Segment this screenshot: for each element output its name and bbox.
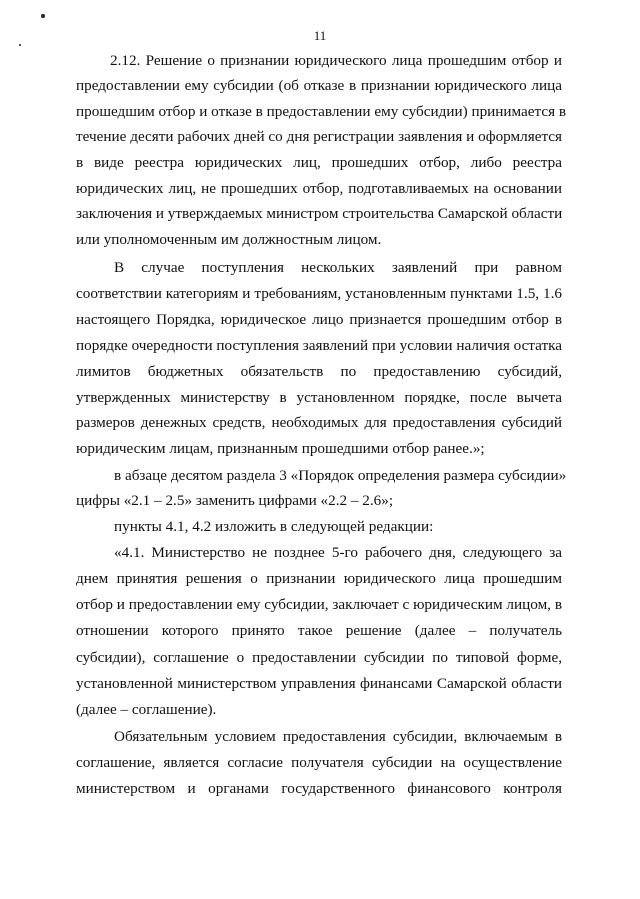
- text-line: предоставлении ему субсидии (об отказе в признании юридического лица: [76, 77, 562, 94]
- text-line: прошедшим отбор и отказе в предоставлении ему субсидии) принимается в: [76, 103, 567, 120]
- text-line: цифры «2.1 – 2.5» заменить цифрами «2.2 – 2.6»;: [76, 492, 394, 509]
- text-line: лимитов бюджетных обязательств по предоставлению субсидий,: [76, 363, 562, 380]
- text-line: В случае поступления нескольких заявлений при равном: [114, 259, 562, 276]
- text-line: утвержденных министерству в установленном порядке, после вычета: [76, 389, 562, 406]
- text-line: течение десяти рабочих дней со дня регистрации заявления и оформляется: [76, 128, 562, 145]
- text-line: пункты 4.1, 4.2 изложить в следующей редакции:: [114, 518, 434, 535]
- text-line: в абзаце десятом раздела 3 «Порядок определения размера субсидии»: [114, 467, 567, 484]
- text-line: установленной министерством управления финансами Самарской области: [76, 675, 562, 692]
- text-line: в виде реестра юридических лиц, прошедших отбор, либо реестра: [76, 154, 562, 171]
- text-line: настоящего Порядка, юридическое лицо признается прошедшим отбор в: [76, 311, 562, 328]
- text-line: министерством и органами государственного финансового контроля: [76, 780, 562, 797]
- scan-dot-mark: [41, 14, 45, 18]
- text-line: 2.12. Решение о признании юридического лица прошедшим отбор и: [110, 52, 562, 69]
- text-line: Обязательным условием предоставления субсидии, включаемым в: [114, 728, 562, 745]
- text-line: размеров денежных средств, необходимых для предоставления субсидий: [76, 414, 562, 431]
- text-line: или уполномоченным им должностным лицом.: [76, 231, 382, 248]
- text-line: соответствии категориям и требованиям, установленным пунктами 1.5, 1.6: [76, 285, 562, 302]
- text-line: юридических лиц, не прошедших отбор, подготавливаемых на основании: [76, 180, 562, 197]
- text-line: (далее – соглашение).: [76, 701, 217, 718]
- text-line: днем принятия решения о признании юридического лица прошедшим: [76, 570, 562, 587]
- scan-dot-mark: [19, 44, 21, 46]
- text-line: субсидии), соглашение о предоставлении субсидии по типовой форме,: [76, 649, 562, 666]
- text-line: «4.1. Министерство не позднее 5-го рабочего дня, следующего за: [114, 544, 562, 561]
- text-line: юридическим лицам, признанным прошедшими отбор ранее.»;: [76, 440, 485, 457]
- text-line: отношении которого принято такое решение (далее – получатель: [76, 622, 562, 639]
- page-number: 11: [313, 28, 327, 43]
- text-line: заключения и утверждаемых министром строительства Самарской области: [76, 205, 563, 222]
- text-line: порядке очередности поступления заявлений при условии наличия остатка: [76, 337, 563, 354]
- text-line: соглашение, является согласие получателя субсидии на осуществление: [76, 754, 562, 771]
- text-line: отбор и предоставлении ему субсидии, заключает с юридическим лицом, в: [76, 596, 562, 613]
